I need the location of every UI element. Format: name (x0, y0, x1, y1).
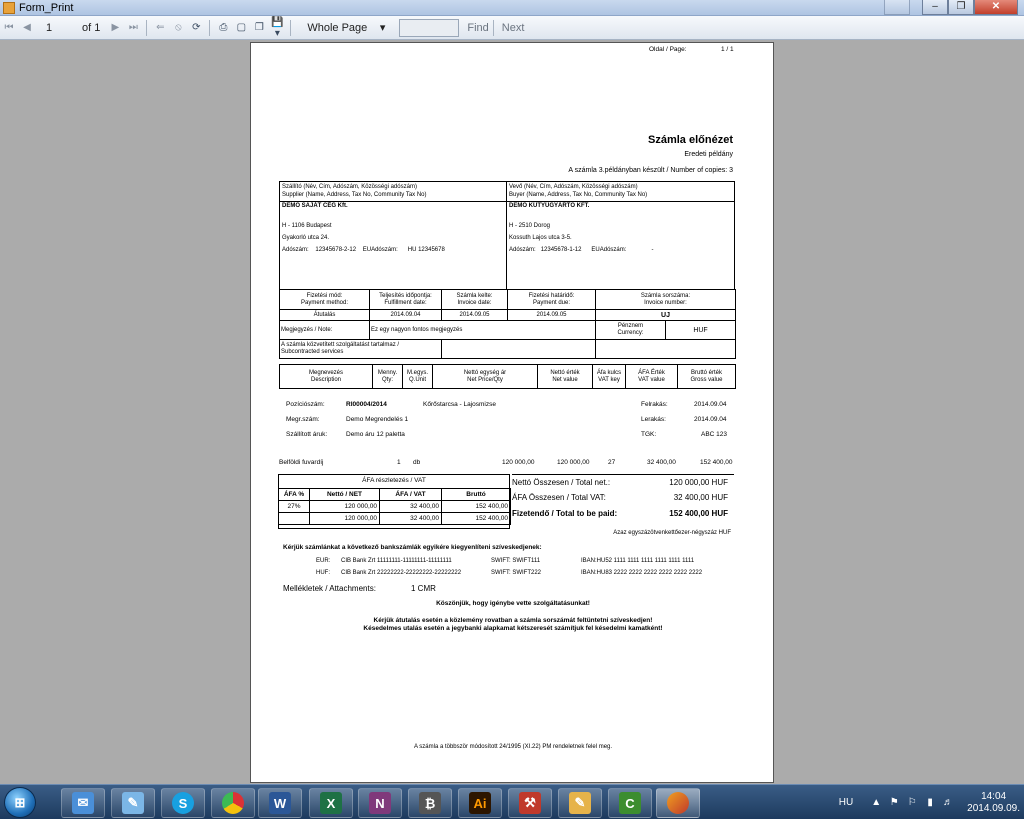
bank-huf-account: CIB Bank Zrt 22222222-22222222-22222222 (341, 570, 462, 576)
stop-icon[interactable]: ⦸ (175, 22, 182, 33)
unloading-label: Lerakás: (641, 416, 666, 423)
taskbar-app-illustrator[interactable] (458, 788, 502, 818)
clock-date: 2014.09.09. (967, 802, 1020, 814)
page-number-input[interactable]: 1 (46, 21, 53, 34)
item-vat: 32 400,00 (647, 459, 676, 466)
col-gross-en: Gross value (690, 376, 723, 383)
taskbar-app-word[interactable] (258, 788, 302, 818)
route-value: Kőrőstarcsa - Lajosmizse (423, 401, 496, 408)
supplier-address-1: H - 1106 Budapest (282, 223, 332, 229)
chrome-icon (222, 792, 244, 814)
buyer-tax: 12345678-1-12 (540, 247, 582, 253)
taskbar-app-tool[interactable] (408, 788, 452, 818)
request-text-2: Késedelmes utalás esetén a jegybanki alapkamat kétszeresét számítjuk fel késedelmi kamatként! (363, 625, 663, 632)
next-page-icon[interactable]: ▶ (111, 22, 120, 33)
toolbar-separator (290, 20, 291, 36)
buyer-header-en: Buyer (Name, Address, Tax No, Community Tax No) (509, 192, 648, 198)
minimize-button[interactable]: – (922, 0, 948, 15)
report-page (250, 42, 774, 783)
toolbar-separator (146, 20, 147, 36)
col-qty: Menny. (377, 369, 398, 376)
tool-icon: ₿ (419, 792, 441, 814)
page-setup-icon[interactable]: ❐ (254, 22, 264, 33)
windows-logo-icon: ⊞ (14, 795, 26, 810)
buyer-tax-label: Adószám: (509, 247, 536, 253)
item-vat-key: 27 (608, 459, 616, 466)
vat-gross-value: 152 400,00 (442, 501, 511, 513)
show-hidden-icons-icon[interactable]: ▲ (871, 797, 882, 808)
item-unit-price: 120 000,00 (502, 459, 535, 466)
due-value: 2014.09.05 (508, 310, 596, 321)
vat-vat-header: ÁFA / VAT (380, 489, 442, 501)
due-header: Fizetési határidő: (528, 292, 575, 299)
bank-huf-swift: SWIFT: SWIFT222 (491, 570, 542, 576)
col-qty-en: Qty: (381, 376, 393, 383)
print-icon[interactable]: ⎙ (219, 22, 228, 33)
currency-value: HUF (666, 321, 736, 340)
start-button[interactable] (4, 787, 36, 818)
vat-summary-table (278, 488, 511, 525)
fulfil-value: 2014.09.04 (370, 310, 442, 321)
page-value: 1 / 1 (721, 46, 734, 53)
taskbar-app-excel[interactable] (309, 788, 353, 818)
taskbar-app-skype[interactable] (161, 788, 205, 818)
payment-info-table (279, 289, 736, 359)
chevron-down-icon: ▾ (379, 22, 386, 34)
pay-method-header: Fizetési mód: (306, 292, 343, 299)
action-center-icon[interactable]: ⚑ (889, 797, 899, 808)
taskbar-app-notes[interactable] (111, 788, 155, 818)
bank-eur-account: CIB Bank Zrt 11111111-11111111-11111111 (341, 558, 452, 564)
excel-icon: X (320, 792, 342, 814)
currency-header: Pénznem (617, 323, 644, 329)
window-titlebar (0, 0, 1024, 16)
order-label: Megr.szám: (286, 416, 320, 423)
window-title: Form_Print (19, 1, 74, 14)
language-indicator[interactable]: HU (838, 797, 854, 808)
item-unit: db (413, 459, 421, 466)
supplier-name: DEMO SAJÁT CÉG Kft. (282, 203, 348, 209)
col-vat-key-en: VAT key (598, 376, 620, 383)
invoice-date-header-en: Invoice date: (457, 299, 492, 306)
vat-vat-value: 32 400,00 (380, 501, 442, 513)
maximize-button[interactable]: ❐ (948, 0, 974, 15)
find-next-button[interactable]: Next (501, 21, 525, 34)
refresh-icon[interactable]: ⟳ (192, 22, 201, 33)
truck-value: ABC 123 (701, 431, 728, 438)
goods-value: Demo áru 12 paletta (346, 431, 405, 438)
notes-icon: ✎ (122, 792, 144, 814)
network-icon[interactable]: ▮ (927, 797, 933, 808)
document-title: Számla előnézet (648, 134, 733, 146)
invoice-number-header: Számla sorszáma: (640, 292, 691, 299)
onenote-icon: N (369, 792, 391, 814)
position-label: Pozíciószám: (286, 401, 325, 408)
item-net: 120 000,00 (557, 459, 590, 466)
col-net-en: Net value (552, 376, 578, 383)
request-text-1: Kérjük átutalás esetén a közlemény rovatban a számla sorszámát feltüntetni szíveskedjen! (373, 617, 653, 624)
close-button[interactable]: ✕ (974, 0, 1018, 15)
goods-label: Szállított áruk: (286, 431, 328, 438)
supplier-eu: HU 12345678 (407, 247, 445, 253)
background-window-button (884, 0, 910, 15)
subcontract-label-en: Subcontracted services (281, 349, 344, 355)
fulfil-header-en: Fulfillment date: (384, 299, 427, 306)
supplier-address-2: Gyakorló utca 24. (282, 235, 330, 241)
vat-net-header: Nettó / NET (310, 489, 380, 501)
messenger-icon: ✉ (72, 792, 94, 814)
page-label: Oldal / Page: (649, 46, 687, 53)
col-desc: Megnevezés (308, 369, 344, 376)
bank-eur-iban: IBAN:HU52 1111 1111 1111 1111 1111 1111 (581, 558, 695, 564)
attachments-value: 1 CMR (411, 584, 436, 593)
zoom-select[interactable] (301, 19, 389, 36)
supplier-tax: 12345678-2-12 (315, 247, 357, 253)
invoice-date-value: 2014.09.05 (442, 310, 508, 321)
vat-gross-total: 152 400,00 (442, 513, 511, 525)
taskbar (0, 784, 1024, 819)
note-label: Megjegyzés / Note: (280, 321, 370, 340)
flag-icon[interactable]: ⚐ (907, 797, 917, 808)
col-unit-price: Nettó egység ár (463, 369, 507, 376)
copies-note: A számla 3.példányban készült / Number of copies: 3 (568, 167, 733, 174)
volume-icon[interactable]: ♬ (943, 797, 954, 808)
position-value: RI00004/2014 (346, 401, 387, 408)
legal-footer: A számla a többször módosított 24/1995 (XI.22) PM rendeletnek felel meg. (413, 744, 613, 750)
illustrator-icon: Ai (469, 792, 491, 814)
item-column-headers (279, 364, 736, 389)
vat-rate-total (279, 513, 310, 525)
toolbar-separator (493, 20, 494, 36)
buyer-name: DEMO KÜTYÜGYÁRTÓ KFT. (509, 203, 590, 209)
invoice-number-header-en: Invoice number: (644, 299, 687, 306)
vat-rate-header: ÁFA % (279, 489, 310, 501)
truck-label: TGK: (641, 431, 657, 438)
invoice-number-value: UJ (596, 310, 736, 321)
subcontract-value (442, 340, 596, 359)
col-unit-en: Q.Unit (408, 376, 426, 383)
item-description: Belföldi fuvardíj (279, 459, 324, 466)
taskbar-app-toolbox[interactable] (508, 788, 552, 818)
item-gross: 152 400,00 (700, 459, 733, 466)
col-net: Nettó érték (550, 369, 580, 376)
col-unit-price-en: Net Price/Qty (467, 376, 503, 383)
supplier-section (280, 182, 507, 289)
item-qty: 1 (397, 459, 401, 466)
col-desc-en: Description (310, 376, 341, 383)
col-vat: ÁFA Érték (638, 369, 665, 376)
app-icon (3, 2, 15, 14)
supplier-header: Szállító (Név, Cím, Adószám, Közösségi adószám) (282, 184, 417, 190)
system-tray (839, 785, 1020, 819)
document-subtitle: Eredeti példány (684, 151, 733, 158)
bank-huf-currency: HUF: (316, 570, 330, 576)
buyer-header: Vevő (Név, Cím, Adószám, Közösségi adószám) (509, 184, 638, 190)
party-box (279, 181, 735, 290)
export-icon[interactable]: 💾▾ (271, 16, 284, 39)
vat-summary-title: ÁFA részletezés / VAT (362, 477, 426, 484)
col-vat-key: Áfa kulcs (596, 369, 622, 376)
col-gross: Bruttó érték (690, 369, 722, 376)
subcontract-empty (596, 340, 736, 359)
bank-intro: Kérjük számlánkat a következő bankszámlák egyikére kiegyenlíteni szíveskedjenek: (283, 544, 542, 551)
bank-huf-iban: IBAN:HU83 2222 2222 2222 2222 2222 2222 (581, 570, 703, 576)
note-value: Ez egy nagyon fontos megjegyzés (370, 321, 596, 340)
find-button[interactable]: Find (467, 21, 489, 34)
buyer-address-2: Kossuth Lajos utca 3-5. (509, 235, 572, 241)
attachments-label: Mellékletek / Attachments: (283, 584, 376, 593)
last-page-icon[interactable]: ⏭ (128, 22, 138, 33)
zoom-value: Whole Page (307, 21, 368, 34)
thanks-text: Köszönjük, hogy igénybe vette szolgáltatásunkat! (436, 600, 590, 607)
taskbar-app-camtasia[interactable] (608, 788, 652, 818)
vat-gross-header: Bruttó (442, 489, 511, 501)
pay-method-header-en: Payment method: (300, 299, 349, 306)
col-unit: M.egys. (406, 369, 428, 376)
unloading-value: 2014.09.04 (694, 416, 727, 423)
loading-value: 2014.09.04 (694, 401, 727, 408)
amount-in-words: Azaz egyszázötvenkettőezer-négyszáz HUF (613, 530, 731, 536)
skype-icon: S (172, 792, 194, 814)
currency-header-en: Currency: (617, 330, 644, 336)
bank-eur-swift: SWIFT: SWIFT111 (491, 558, 541, 564)
supplier-tax-label: Adószám: (282, 247, 309, 253)
buyer-address-1: H - 2510 Dorog (509, 223, 551, 229)
subcontract-label: A számla közvetített szolgáltatást tartalmaz / (281, 342, 400, 348)
total-vat-value: 32 400,00 HUF (673, 493, 728, 502)
paint-icon: ✎ (569, 792, 591, 814)
vat-rate-value: 27% (279, 501, 310, 513)
order-value: Demo Megrendelés 1 (346, 416, 409, 423)
total-net-label: Nettó Összesen / Total net.: (512, 478, 611, 487)
invoice-date-header: Számla kelte: (456, 292, 493, 299)
pay-method-value: Átutalás (280, 310, 370, 321)
total-due-label: Fizetendő / Total to be paid: (512, 509, 618, 518)
total-vat-label: ÁFA Összesen / Total VAT: (512, 493, 606, 502)
taskbar-app-form-print[interactable] (656, 788, 700, 818)
print-layout-icon[interactable]: ▢ (236, 22, 247, 33)
camtasia-icon: C (619, 792, 641, 814)
totals-section (512, 474, 734, 518)
first-page-icon[interactable]: ⏮ (4, 22, 14, 33)
total-due-value: 152 400,00 HUF (669, 509, 728, 518)
vat-vat-total: 32 400,00 (380, 513, 442, 525)
taskbar-app-messenger[interactable] (61, 788, 105, 818)
back-icon[interactable]: ⇐ (156, 22, 165, 33)
buyer-eu: - (651, 247, 654, 253)
supplier-header-en: Supplier (Name, Address, Tax No, Community Tax No) (282, 192, 427, 198)
total-net-value: 120 000,00 HUF (669, 478, 728, 487)
report-toolbar (0, 16, 1024, 40)
buyer-section (507, 182, 734, 289)
page-count-label: of 1 (82, 21, 101, 34)
clock-time: 14:04 (981, 790, 1007, 802)
taskbar-app-paint[interactable] (558, 788, 602, 818)
taskbar-app-chrome[interactable] (211, 788, 255, 818)
toolbar-separator (209, 20, 210, 36)
clock[interactable] (967, 791, 1020, 815)
col-vat-en: VAT value (638, 376, 665, 383)
vat-net-value: 120 000,00 (310, 501, 380, 513)
buyer-eu-label: EUAdószám: (591, 247, 627, 253)
bank-eur-currency: EUR: (316, 558, 331, 564)
find-input[interactable] (399, 19, 459, 37)
loading-label: Felrakás: (641, 401, 668, 408)
fulfil-header: Teljesítés időpontja: (379, 292, 432, 299)
form-print-icon (667, 792, 689, 814)
vat-net-total: 120 000,00 (310, 513, 380, 525)
supplier-eu-label: EUAdószám: (362, 247, 398, 253)
taskbar-app-onenote[interactable] (358, 788, 402, 818)
word-icon: W (269, 792, 291, 814)
previous-page-icon[interactable]: ◀ (23, 22, 31, 33)
due-header-en: Payment due: (532, 299, 571, 306)
toolbox-icon: ⚒ (519, 792, 541, 814)
